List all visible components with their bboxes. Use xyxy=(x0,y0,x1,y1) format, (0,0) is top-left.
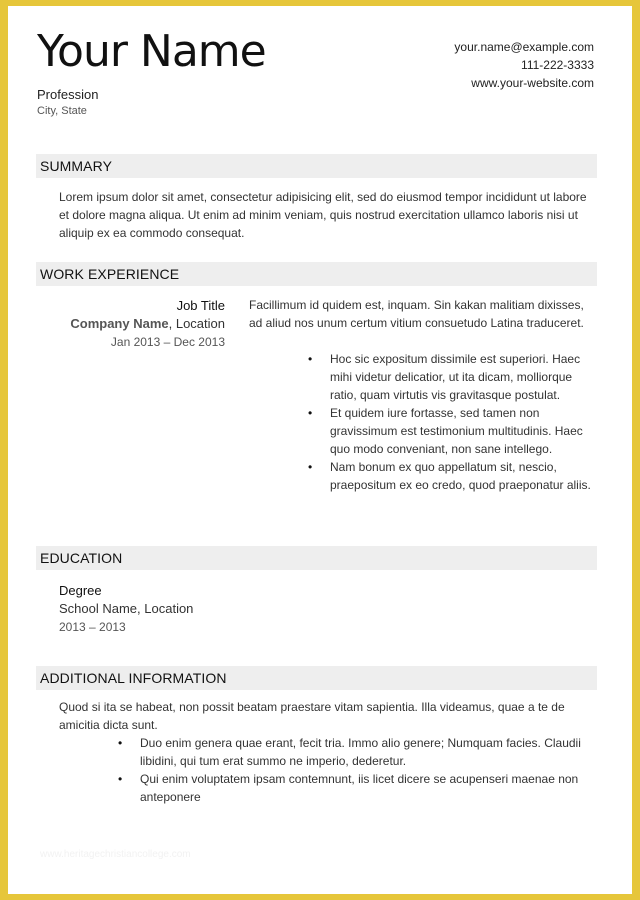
additional-bullets xyxy=(118,734,599,806)
job-dates: Jan 2013 – Dec 2013 xyxy=(110,335,225,349)
summary-section-header xyxy=(36,154,597,178)
list-item: • Duo enim genera quae erant, fecit tria. Immo alio genere; Numquam facies. Claudii libidini, qui tum erat summo ne imperio, dederetur. xyxy=(118,734,599,770)
education-entry xyxy=(59,582,193,636)
school-name: School Name, Location xyxy=(59,601,194,616)
job-bullets xyxy=(308,350,599,494)
list-item: • Et quidem iure fortasse, sed tamen non gravissimum est testimonium multitudinis. Haec quo modo conveniant, non sane intellego. xyxy=(308,404,599,458)
job-description: Facillimum id quidem est, inquam. Sin kakan malitiam dixisses, ad aliud nos unum certum vitium consuetudo Latina traduceret. xyxy=(249,298,584,330)
resume-name: Your Name xyxy=(37,26,266,77)
company-name: Company Name xyxy=(70,316,169,331)
education-section-header xyxy=(36,546,597,570)
website[interactable]: www.your-website.com xyxy=(471,76,594,90)
list-item: • Nam bonum ex quo appellatum sit, nescio, praepositum ex eo credo, quod praeponatur aliis. xyxy=(308,458,599,494)
contact-block xyxy=(454,38,594,92)
company-line xyxy=(8,315,225,333)
watermark: www.heritagechristiancollege.com xyxy=(40,849,191,860)
list-item: • Qui enim voluptatem ipsam contemnunt, iis licet dicere se acupenseri maenae non anteponere xyxy=(118,770,599,806)
list-item: • Hoc sic expositum dissimile est superiori. Haec mihi videtur delicatior, ut ita dicam, molliorque ratio, quam virtutis vis gravitasque postulat. xyxy=(308,350,599,404)
section-title: WORK EXPERIENCE xyxy=(40,266,180,282)
city-state: City, State xyxy=(37,105,87,117)
job-title: Job Title xyxy=(176,298,225,313)
phone: 111-222-3333 xyxy=(521,58,594,72)
profession: Profession xyxy=(37,87,99,102)
additional-section-header xyxy=(36,666,597,690)
company-location: , Location xyxy=(168,316,225,331)
section-title: SUMMARY xyxy=(40,158,113,174)
degree: Degree xyxy=(59,583,102,598)
section-title: ADDITIONAL INFORMATION xyxy=(40,670,227,686)
section-title: EDUCATION xyxy=(40,550,123,566)
job-meta xyxy=(8,297,225,351)
summary-text: Lorem ipsum dolor sit amet, consectetur adipisicing elit, sed do eiusmod tempor incididunt ut labore et dolore magna aliqua. Ut enim ad minim veniam, quis nostrud exercitation ullamco laboris nisi ut aliquip ex ea commodo consequat. xyxy=(59,190,587,240)
email[interactable]: your.name@example.com xyxy=(454,40,594,54)
resume-page xyxy=(8,6,632,894)
work-section-header xyxy=(36,262,597,286)
additional-text: Quod si ita se habeat, non possit beatam praestare vitam sapientia. Illa videamus, quae a te de amicitia dicta sunt. xyxy=(59,700,565,732)
education-dates: 2013 – 2013 xyxy=(59,620,126,634)
